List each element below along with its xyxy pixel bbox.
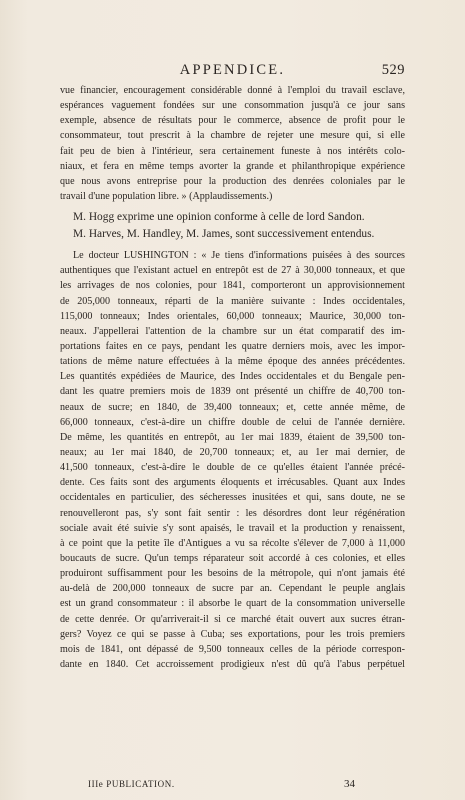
text-line: 41,500 tonneaux, c'est-à-dire le double de ce qu'elles étaient l'année précé- — [60, 462, 405, 474]
text-line: occidentales en particulier, des sécheresses inusitées et qui, sans doute, ne se — [60, 492, 405, 504]
text-line: portations faites en ce pays, pendant les quatre derniers mois, avec les impor- — [60, 340, 405, 352]
running-title: APPENDICE. — [179, 62, 286, 78]
text-line: consommateur, tout prescrit à la chambre de rejeter une mesure qui, si elle — [60, 130, 405, 142]
text-line: au-delà de 200,000 tonneaux de sucre par an. Cependant le peuple anglais — [60, 583, 405, 595]
text-line: gers? Voyez ce qui se passe à Cuba; ses exportations, pour les trois premiers — [60, 628, 405, 640]
text-line: Les quantités expédiées de Maurice, des Indes occidentales et du Bengale pen- — [60, 371, 405, 383]
paragraph-continuation — [60, 83, 405, 204]
text-line: boucauts de sucre. Qu'un temps réparateur soit accordé à ces colonies, et elles — [60, 552, 405, 564]
text-line: 66,000 tonneaux, c'est-à-dire un chiffre double de celui de l'année dernière. — [60, 416, 405, 428]
page-number: 529 — [381, 62, 405, 78]
paragraph-lushington — [60, 248, 405, 672]
text-line: neaux de sucre; en 1840, de 39,400 tonneaux; et, cette année même, de — [60, 401, 405, 413]
page-header — [60, 62, 405, 80]
sheet-number: 34 — [344, 778, 355, 790]
text-line: produiront suffisamment pour les besoins de la métropole, qui n'ont jamais été — [60, 568, 405, 580]
text-line: vue financier, encouragement considérable donné à l'emploi du travail esclave, — [60, 85, 405, 96]
text-line: travail d'une population libre. » (Applaudissements.) — [60, 190, 273, 202]
page-footer — [60, 779, 405, 793]
text-line: M. Hogg exprime une opinion conforme à celle de lord Sandon. — [73, 211, 365, 224]
text-line: 115,000 tonneaux; Indes orientales, 60,000 tonneaux; Maurice, 30,000 ton- — [60, 310, 405, 322]
text-line: sociale avait été suivie s'y sont apaisés, le travail et la production y renaissent, — [60, 522, 405, 534]
paragraph-hogg — [60, 209, 405, 226]
text-line: Le docteur LUSHINGTON : « Je tiens d'informations puisées à des sources — [73, 250, 405, 262]
text-line: est un grand consommateur : il absorbe le quart de la consommation universelle — [60, 598, 405, 610]
text-line: renouvelleront pas, s'y sont fait sentir : les désordres dont leur régénération — [60, 507, 405, 519]
text-line: de 205,000 tonneaux, réparti de la manière suivante : Indes occidentales, — [60, 295, 405, 307]
text-line: de cette denrée. Or qu'arriverait-il si ce marché était ouvert aux sucres étran- — [60, 613, 405, 625]
text-line: dente. Ces faits sont des arguments éloquents et irrécusables. Quant aux Indes — [60, 477, 405, 489]
text-line: neaux; au 1er mai 1840, de 20,700 tonneaux; et, au 1er mai dernier, de — [60, 446, 405, 458]
text-line: dant les quatre premiers mois de 1839 ont présenté un chiffre de 40,700 ton- — [60, 386, 405, 398]
text-line: niaux, et fera en même temps avorter la grande et philanthropique expérience — [60, 160, 405, 172]
signature-mark: IIIe PUBLICATION. — [88, 779, 175, 789]
text-line: neaux. J'appellerai l'attention de la chambre sur un état comparatif des im- — [60, 325, 405, 337]
text-line: les arrivages de nos colonies, pour 1841, comporteront un approvisionnement — [60, 280, 405, 292]
text-line: à ce point que la petite île d'Antigues a vu sa récolte s'élever de 7,000 à 11,000 — [60, 537, 405, 549]
text-line: fait peu de bien à l'intérieur, sera certainement funeste à nos intérêts colo- — [60, 145, 405, 157]
text-line: dante en 1840. Cet accroissement prodigieux n'est dû qu'à l'abus perpétuel — [60, 658, 405, 670]
text-line: tations de même nature effectuées à la même époque des années précédentes. — [60, 356, 405, 368]
text-line: M. Harves, M. Handley, M. James, sont successivement entendus. — [73, 228, 375, 241]
text-line: espérances vaguement fondées sur une consommation jusqu'à ce jour sans — [60, 100, 405, 112]
text-line: exemple, absence de résultats pour le commerce, absence de profit pour le — [60, 115, 405, 127]
page-body — [60, 83, 405, 672]
text-line: authentiques que l'existant actuel en entrepôt est de 27 à 30,000 tonneaux, et que — [60, 265, 405, 277]
text-line: que nous avons entreprise pour la production des denrées coloniales par le — [60, 175, 405, 187]
text-line: De même, les quantités en entrepôt, au 1er mai 1839, étaient de 39,500 ton- — [60, 431, 405, 443]
text-line: mois de 1841, ont dépassé de 9,500 tonneaux celles de la période correspon- — [60, 643, 405, 655]
paragraph-speakers — [60, 226, 405, 243]
